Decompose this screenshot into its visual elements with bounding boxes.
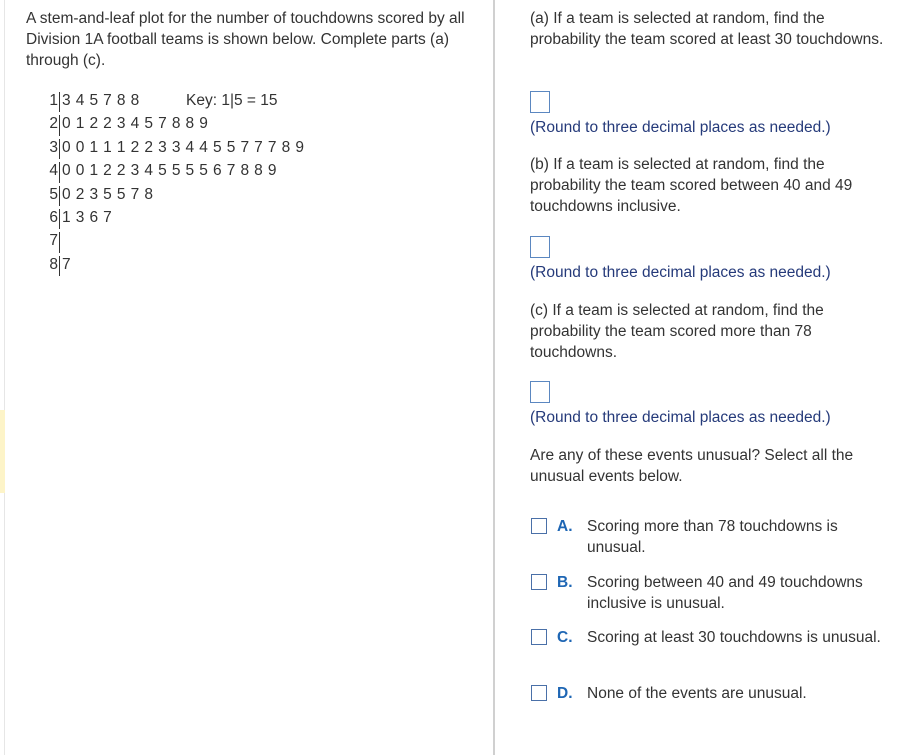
part-b-round-note: (Round to three decimal places as needed.) [530,264,831,281]
pane-divider[interactable] [493,0,495,755]
option-letter: B. [557,574,573,591]
leaves: 7 [62,255,72,273]
stem-leaf-plot [48,89,304,276]
option-text: Scoring between 40 and 49 touchdowns inclusive is unusual. [587,574,863,612]
checkbox-b[interactable] [531,574,547,590]
stem: 4 [49,162,58,180]
part-c-question: (c) If a team is selected at random, find the probability the team scored more than 78 touchdowns. [530,302,824,361]
stem: 6 [49,208,58,226]
stem-divider [59,209,60,229]
plot-row [48,229,304,252]
part-c-answer-input[interactable] [530,381,550,403]
plot-row [48,136,304,159]
option-c[interactable] [531,627,891,648]
part-a-round-note: (Round to three decimal places as needed.) [530,119,831,136]
unusual-question: Are any of these events unusual? Select all the unusual events below. [530,447,854,485]
problem-pane [26,8,466,71]
plot-row [48,183,304,206]
checkbox-a[interactable] [531,518,547,534]
option-b[interactable] [531,572,891,614]
stem-divider [59,186,60,206]
stem: 7 [49,232,58,250]
part-a-answer-input[interactable] [530,91,550,113]
checkbox-d[interactable] [531,685,547,701]
question-pane [530,8,890,50]
part-b-answer-input[interactable] [530,236,550,258]
plot-row [48,206,304,229]
option-letter: D. [557,685,573,702]
leaves: 0 0 1 2 2 3 4 5 5 5 5 6 7 8 8 9 [62,162,277,180]
stem-divider [59,232,60,252]
stem: 2 [49,115,58,133]
part-b-question: (b) If a team is selected at random, find the probability the team scored between 40 and 49 touchdowns inclusive. [530,156,853,215]
option-text: Scoring more than 78 touchdowns is unusual. [587,518,838,556]
stem: 3 [49,138,58,156]
leaves: 0 2 3 5 5 7 8 [62,185,154,203]
left-edge [4,0,5,755]
stem-divider [59,139,60,159]
option-a[interactable] [531,516,891,558]
plot-row [48,253,304,276]
stem-divider [59,256,60,276]
stem: 1 [49,92,58,109]
plot-row [48,159,304,182]
leaves: 1 3 6 7 [62,208,113,226]
plot-key: Key: 1|5 = 15 [186,92,278,109]
part-c-round-note: (Round to three decimal places as needed.) [530,409,831,426]
stem: 8 [49,255,58,273]
option-text: Scoring at least 30 touchdowns is unusual. [587,629,881,646]
checkbox-c[interactable] [531,629,547,645]
stem-divider [59,92,60,112]
option-letter: C. [557,629,573,646]
plot-row [48,112,304,135]
leaves: 0 0 1 1 1 2 2 3 3 4 4 5 5 7 7 7 8 9 [62,138,305,156]
part-a-question: (a) If a team is selected at random, find the probability the team scored at least 30 touchdowns. [530,10,884,48]
option-text: None of the events are unusual. [587,685,807,702]
stem-divider [59,115,60,135]
problem-intro: A stem-and-leaf plot for the number of touchdowns scored by all Division 1A football teams is shown below. Complete parts (a) through (c). [26,10,465,69]
scroll-tab[interactable] [0,410,5,493]
leaves: 3 4 5 7 8 8 [62,92,140,109]
stem-divider [59,162,60,182]
leaves: 0 1 2 2 3 4 5 7 8 8 9 [62,115,209,133]
option-d[interactable] [531,683,891,704]
option-letter: A. [557,518,573,535]
stem: 5 [49,185,58,203]
